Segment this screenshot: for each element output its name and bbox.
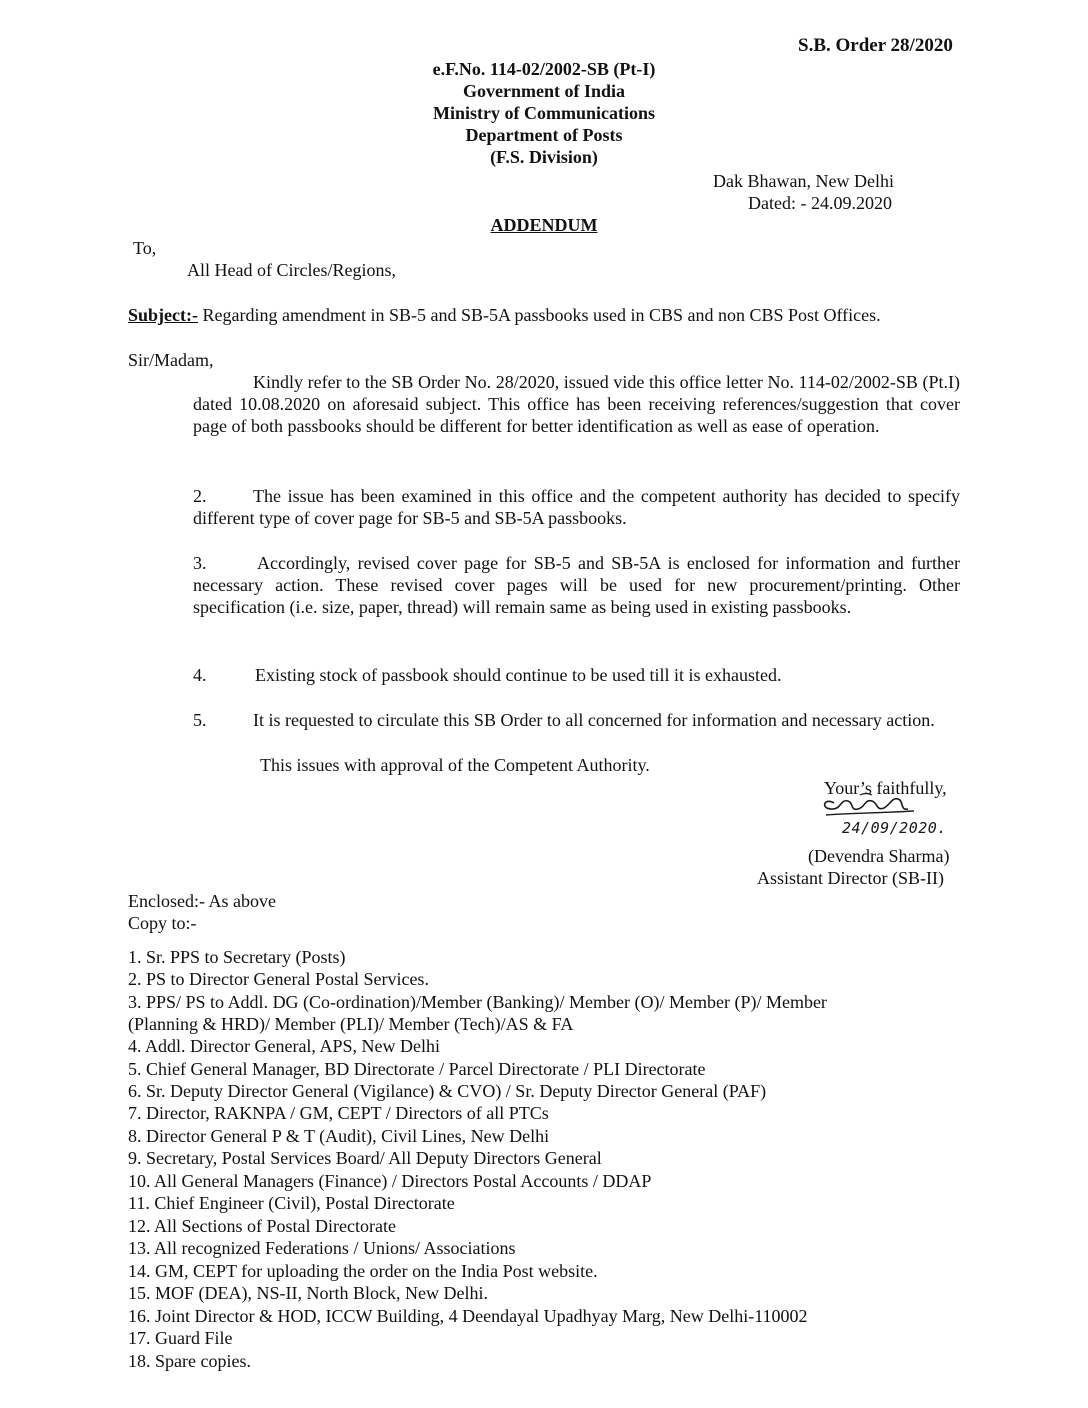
copy-item-6: 6. Sr. Deputy Director General (Vigilance) & CVO) / Sr. Deputy Director General (PAF) xyxy=(128,1081,767,1101)
subject-label: Subject:- xyxy=(128,305,198,325)
signatory-designation: Assistant Director (SB-II) xyxy=(757,868,944,888)
signatory-name: (Devendra Sharma) xyxy=(808,846,950,866)
copy-item-4: 4. Addl. Director General, APS, New Delhi xyxy=(128,1036,440,1056)
copy-item-10: 10. All General Managers (Finance) / Directors Postal Accounts / DDAP xyxy=(128,1171,652,1191)
to-label: To, xyxy=(133,238,157,258)
salutation: Sir/Madam, xyxy=(128,350,214,370)
copy-item-17: 17. Guard File xyxy=(128,1328,233,1348)
paragraph-2-number: 2. xyxy=(193,486,207,506)
copy-item-8: 8. Director General P & T (Audit), Civil Lines, New Delhi xyxy=(128,1126,550,1146)
copy-item-13: 13. All recognized Federations / Unions/ Associations xyxy=(128,1238,516,1258)
paragraph-3-number: 3. xyxy=(193,553,207,573)
government-line: Government of India xyxy=(463,81,625,101)
subject-text: Regarding amendment in SB-5 and SB-5A passbooks used in CBS and non CBS Post Offices. xyxy=(198,305,881,325)
signature-date: 24/09/2020. xyxy=(842,819,947,837)
file-number: e.F.No. 114-02/2002-SB (Pt-I) xyxy=(432,59,656,79)
copy-item-16: 16. Joint Director & HOD, ICCW Building, 4 Deendayal Upadhyay Marg, New Delhi-110002 xyxy=(128,1306,808,1326)
paragraph-4-number: 4. xyxy=(193,665,207,685)
copy-item-2: 2. PS to Director General Postal Services. xyxy=(128,969,429,989)
ministry-line: Ministry of Communications xyxy=(433,103,655,123)
paragraph-5: It is requested to circulate this SB Order to all concerned for information and necessary action. xyxy=(253,710,935,730)
paragraph-5-number: 5. xyxy=(193,710,207,730)
copy-item-1: 1. Sr. PPS to Secretary (Posts) xyxy=(128,947,346,967)
copy-item-11: 11. Chief Engineer (Civil), Postal Directorate xyxy=(128,1193,455,1213)
division-line: (F.S. Division) xyxy=(490,147,598,167)
copy-to-label: Copy to:- xyxy=(128,913,197,933)
paragraph-2: The issue has been examined in this office and the competent authority has decided to specify different type of cover page for SB-5 and SB-5A passbooks. xyxy=(193,486,960,528)
date: Dated: - 24.09.2020 xyxy=(748,193,892,213)
copy-item-3: 3. PPS/ PS to Addl. DG (Co-ordination)/Member (Banking)/ Member (O)/ Member (P)/ Member xyxy=(128,992,827,1012)
to-recipient: All Head of Circles/Regions, xyxy=(187,260,396,280)
subject-line xyxy=(128,304,881,326)
paragraph-1: Kindly refer to the SB Order No. 28/2020, issued vide this office letter No. 114-02/2002-SB (Pt.I) dated 10.08.2020 on aforesaid subject. This office has been receiving references/suggestion that cover page of both passbooks should be different for better identification as well as ease of operation. xyxy=(193,372,960,436)
copy-item-14: 14. GM, CEPT for uploading the order on the India Post website. xyxy=(128,1261,598,1281)
copy-item-12: 12. All Sections of Postal Directorate xyxy=(128,1216,396,1236)
order-reference: S.B. Order 28/2020 xyxy=(798,35,953,56)
copy-item-7: 7. Director, RAKNPA / GM, CEPT / Directors of all PTCs xyxy=(128,1103,549,1123)
department-line: Department of Posts xyxy=(465,125,623,145)
copy-item-15: 15. MOF (DEA), NS-II, North Block, New Delhi. xyxy=(128,1283,488,1303)
closing: Your’s faithfully, xyxy=(824,778,947,798)
copy-item-18: 18. Spare copies. xyxy=(128,1351,251,1371)
document-title: ADDENDUM xyxy=(490,215,598,235)
enclosed-line: Enclosed:- As above xyxy=(128,891,276,911)
place: Dak Bhawan, New Delhi xyxy=(713,171,894,191)
copy-item-3-continued: (Planning & HRD)/ Member (PLI)/ Member (Tech)/AS & FA xyxy=(128,1014,574,1034)
paragraph-4: Existing stock of passbook should continue to be used till it is exhausted. xyxy=(255,665,782,685)
copy-item-9: 9. Secretary, Postal Services Board/ All Deputy Directors General xyxy=(128,1148,602,1168)
copy-item-5: 5. Chief General Manager, BD Directorate / Parcel Directorate / PLI Directorate xyxy=(128,1059,706,1079)
paragraph-3: Accordingly, revised cover page for SB-5 and SB-5A is enclosed for information and further necessary action. These revised cover pages will be used for new procurement/printing. Other specification (i.e. size, paper, thread) will remain same as being used in existing passbooks. xyxy=(193,553,960,617)
approval-line: This issues with approval of the Competent Authority. xyxy=(260,755,650,775)
